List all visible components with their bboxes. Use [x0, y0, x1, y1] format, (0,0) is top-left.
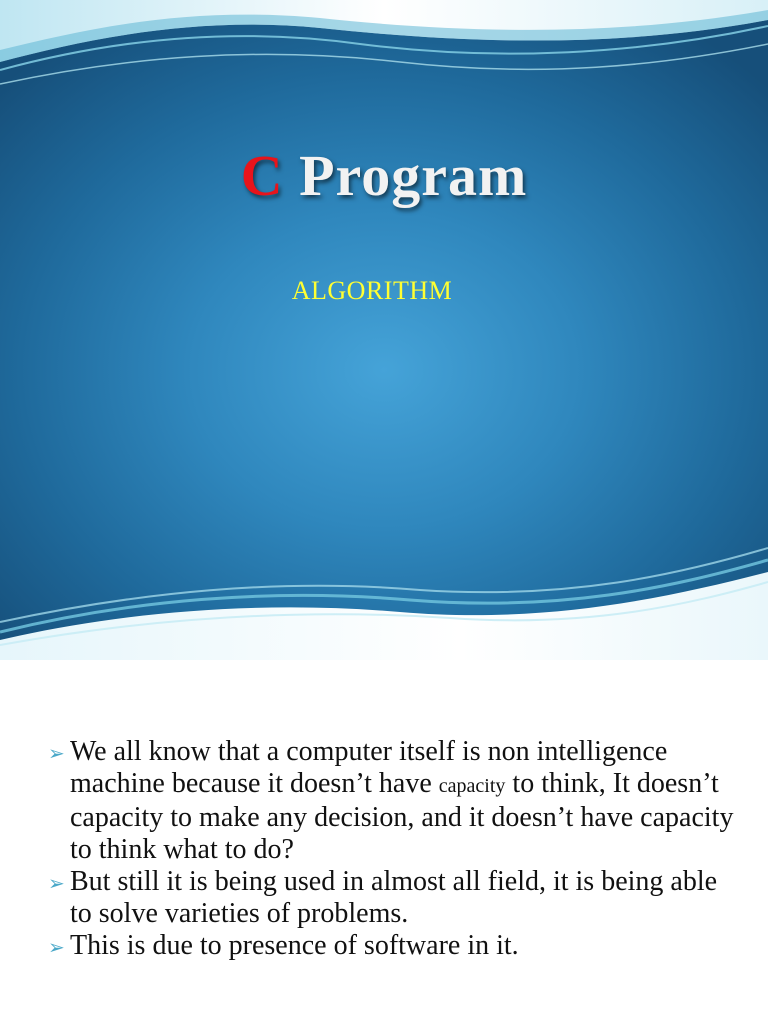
bullet-item [48, 930, 738, 962]
bullet-item [48, 736, 738, 866]
content-slide [0, 660, 768, 1024]
bullet-text: But still it is being used in almost all field, it is being able to solve varieties of problems. [70, 866, 718, 929]
bullet-list [48, 736, 738, 962]
bullet-item [48, 866, 738, 930]
bullet-text-part: We all know that a computer itself is non intelligence machine because it doesn’t have [70, 736, 668, 799]
slide-title [0, 142, 768, 209]
title-program-word: Program [299, 143, 528, 208]
title-c-letter: C [240, 143, 284, 208]
arrow-right-icon: ➢ [48, 871, 65, 895]
bullet-text-part: to think, It doesn’t capacity to make any decision, and it doesn’t have capacity to think what to do? [70, 768, 734, 865]
slide-subtitle: ALGORITHM [291, 276, 453, 305]
bullet-text-small: capacity [438, 775, 506, 797]
arrow-right-icon: ➢ [48, 741, 65, 765]
bullet-text: This is due to presence of software in it. [70, 930, 519, 961]
arrow-right-icon: ➢ [48, 935, 65, 959]
